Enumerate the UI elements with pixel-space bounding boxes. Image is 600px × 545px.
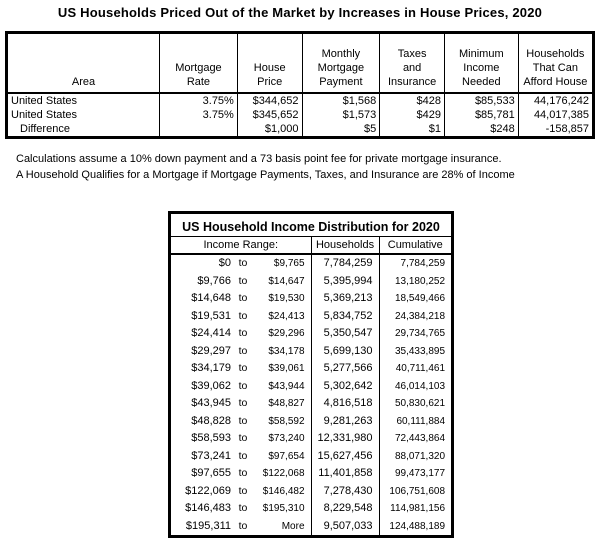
cell-rate [160, 122, 238, 136]
cell-cumulative: 29,734,765 [379, 325, 451, 343]
range-low: $24,414 [191, 327, 231, 339]
range-low: $34,179 [191, 362, 231, 374]
range-high: More [281, 520, 305, 532]
cell-price: $345,652 [237, 108, 302, 122]
header-mortgage-rate: Mortgage Rate [160, 34, 238, 93]
range-to: to [238, 292, 248, 304]
table-row [8, 93, 592, 108]
range-low: $9,766 [197, 274, 231, 287]
range-high: $48,827 [268, 398, 305, 409]
range-high: $9,765 [273, 258, 305, 269]
range-high: $43,944 [268, 380, 305, 392]
cell-households: 7,784,259 [311, 254, 379, 273]
table-row [8, 108, 592, 122]
range-high: $97,654 [268, 450, 305, 462]
cell-households: 4,816,518 [311, 395, 379, 413]
range-low: $195,311 [185, 519, 231, 532]
table-row [171, 325, 451, 343]
header-income-range: Income Range: [171, 237, 311, 254]
cell-cumulative: 124,488,189 [379, 518, 451, 536]
range-low: $19,531 [191, 309, 231, 322]
income-table-title: US Household Income Distribution for 2020 [171, 214, 451, 237]
table-row [171, 448, 451, 466]
range-low: $48,828 [191, 414, 231, 427]
table-row [171, 378, 451, 396]
header-cumulative: Cumulative [379, 237, 451, 254]
table-row [171, 395, 451, 413]
cell-households: 5,699,130 [311, 343, 379, 361]
cell-cumulative: 35,433,895 [379, 343, 451, 361]
range-to: to [238, 432, 248, 444]
cell-payment: $1,568 [302, 93, 380, 108]
header-row [171, 237, 451, 254]
range-to: to [238, 467, 248, 479]
cell-taxes: $428 [380, 93, 445, 108]
footnote: Calculations assume a 10% down payment and a 73 basis point fee for private mortgage insurance. [16, 153, 502, 165]
range-high: $19,530 [268, 293, 305, 304]
range-to: to [238, 449, 248, 462]
cell-afford: 44,176,242 [518, 93, 592, 108]
range-high: $34,178 [268, 345, 305, 357]
range-to: to [238, 414, 248, 427]
cell-cumulative: 18,549,466 [379, 290, 451, 308]
header-area: Area [8, 34, 160, 93]
header-row [8, 34, 592, 93]
cell-cumulative: 72,443,864 [379, 430, 451, 448]
cell-cumulative: 50,830,621 [379, 395, 451, 413]
cell-households: 5,834,752 [311, 308, 379, 326]
income-table-body [171, 254, 451, 535]
cell-taxes: $429 [380, 108, 445, 122]
range-low: $14,648 [191, 292, 231, 304]
cell-rate: 3.75% [160, 93, 238, 108]
range-high: $29,296 [268, 328, 305, 339]
header-house-price: House Price [237, 34, 302, 93]
table-row [171, 343, 451, 361]
cell-area: United States [11, 109, 78, 121]
table-row [171, 483, 451, 501]
cell-cumulative: 114,981,156 [379, 500, 451, 518]
range-low: $39,062 [191, 379, 231, 392]
page-title: US Households Priced Out of the Market by Increases in House Prices, 2020 [57, 5, 543, 20]
header-taxes-insurance: Taxes and Insurance [380, 34, 445, 93]
cell-income: $248 [444, 122, 518, 136]
cell-cumulative: 7,784,259 [379, 254, 451, 273]
cell-payment: $5 [302, 122, 380, 136]
cell-households: 9,281,263 [311, 413, 379, 431]
cell-price: $344,652 [237, 93, 302, 108]
table-row [171, 465, 451, 483]
range-to: to [238, 519, 248, 532]
cell-cumulative: 40,711,461 [379, 360, 451, 378]
range-high: $39,061 [268, 363, 305, 374]
header-households-afford: Households That Can Afford House [518, 34, 592, 93]
range-to: to [238, 257, 248, 269]
range-low: $58,593 [191, 432, 231, 444]
cell-households: 5,369,213 [311, 290, 379, 308]
cell-households: 15,627,456 [311, 448, 379, 466]
cell-cumulative: 13,180,252 [379, 273, 451, 291]
range-to: to [238, 274, 248, 287]
cell-cumulative: 60,111,884 [379, 413, 451, 431]
cell-households: 7,278,430 [311, 483, 379, 501]
range-to: to [238, 379, 248, 392]
cell-cumulative: 24,384,218 [379, 308, 451, 326]
range-low: $122,069 [185, 484, 231, 497]
table-row [171, 308, 451, 326]
range-to: to [238, 327, 248, 339]
range-low: $97,655 [191, 467, 231, 479]
income-distribution-table [168, 211, 454, 538]
table-row [171, 360, 451, 378]
cell-households: 5,350,547 [311, 325, 379, 343]
table-row [171, 413, 451, 431]
header-households: Households [311, 237, 379, 254]
cell-taxes: $1 [380, 122, 445, 136]
range-to: to [238, 484, 248, 497]
range-high: $14,647 [268, 275, 305, 287]
range-high: $58,592 [268, 415, 305, 427]
range-to: to [238, 362, 248, 374]
cell-households: 8,229,548 [311, 500, 379, 518]
range-high: $195,310 [262, 503, 305, 514]
cell-households: 9,507,033 [311, 518, 379, 536]
range-low: $29,297 [191, 344, 231, 357]
cell-afford: -158,857 [518, 122, 592, 136]
cell-households: 5,302,642 [311, 378, 379, 396]
table-row [171, 500, 451, 518]
header-minimum-income: Minimum Income Needed [444, 34, 518, 93]
range-high: $146,482 [262, 485, 305, 497]
range-low: $43,945 [191, 397, 231, 409]
cell-cumulative: 88,071,320 [379, 448, 451, 466]
cell-afford: 44,017,385 [518, 108, 592, 122]
cell-cumulative: 106,751,608 [379, 483, 451, 501]
cell-cumulative: 99,473,177 [379, 465, 451, 483]
priced-out-table [5, 31, 595, 139]
range-to: to [238, 344, 248, 357]
cell-payment: $1,573 [302, 108, 380, 122]
cell-households: 12,331,980 [311, 430, 379, 448]
cell-cumulative: 46,014,103 [379, 378, 451, 396]
range-to: to [238, 502, 248, 514]
cell-households: 11,401,858 [311, 465, 379, 483]
cell-rate: 3.75% [160, 108, 238, 122]
cell-area: Difference [20, 123, 70, 135]
header-monthly-payment: Monthly Mortgage Payment [302, 34, 380, 93]
table-row [171, 254, 451, 273]
table-row [171, 273, 451, 291]
footnote: A Household Qualifies for a Mortgage if Mortgage Payments, Taxes, and Insurance are 28% of Income [16, 169, 515, 181]
table-row [171, 430, 451, 448]
range-to: to [238, 309, 248, 322]
cell-area: United States [11, 95, 78, 107]
cell-households: 5,277,566 [311, 360, 379, 378]
range-low: $73,241 [191, 449, 231, 462]
range-high: $122,068 [262, 468, 305, 479]
table-row [171, 518, 451, 536]
cell-income: $85,781 [444, 108, 518, 122]
range-to: to [238, 397, 248, 409]
cell-households: 5,395,994 [311, 273, 379, 291]
cell-price: $1,000 [237, 122, 302, 136]
cell-income: $85,533 [444, 93, 518, 108]
difference-row [8, 122, 592, 136]
table-row [171, 290, 451, 308]
range-low: $146,483 [185, 502, 231, 514]
range-low: $0 [218, 257, 231, 269]
range-high: $73,240 [268, 433, 305, 444]
footnotes [16, 151, 515, 183]
range-high: $24,413 [268, 310, 305, 322]
